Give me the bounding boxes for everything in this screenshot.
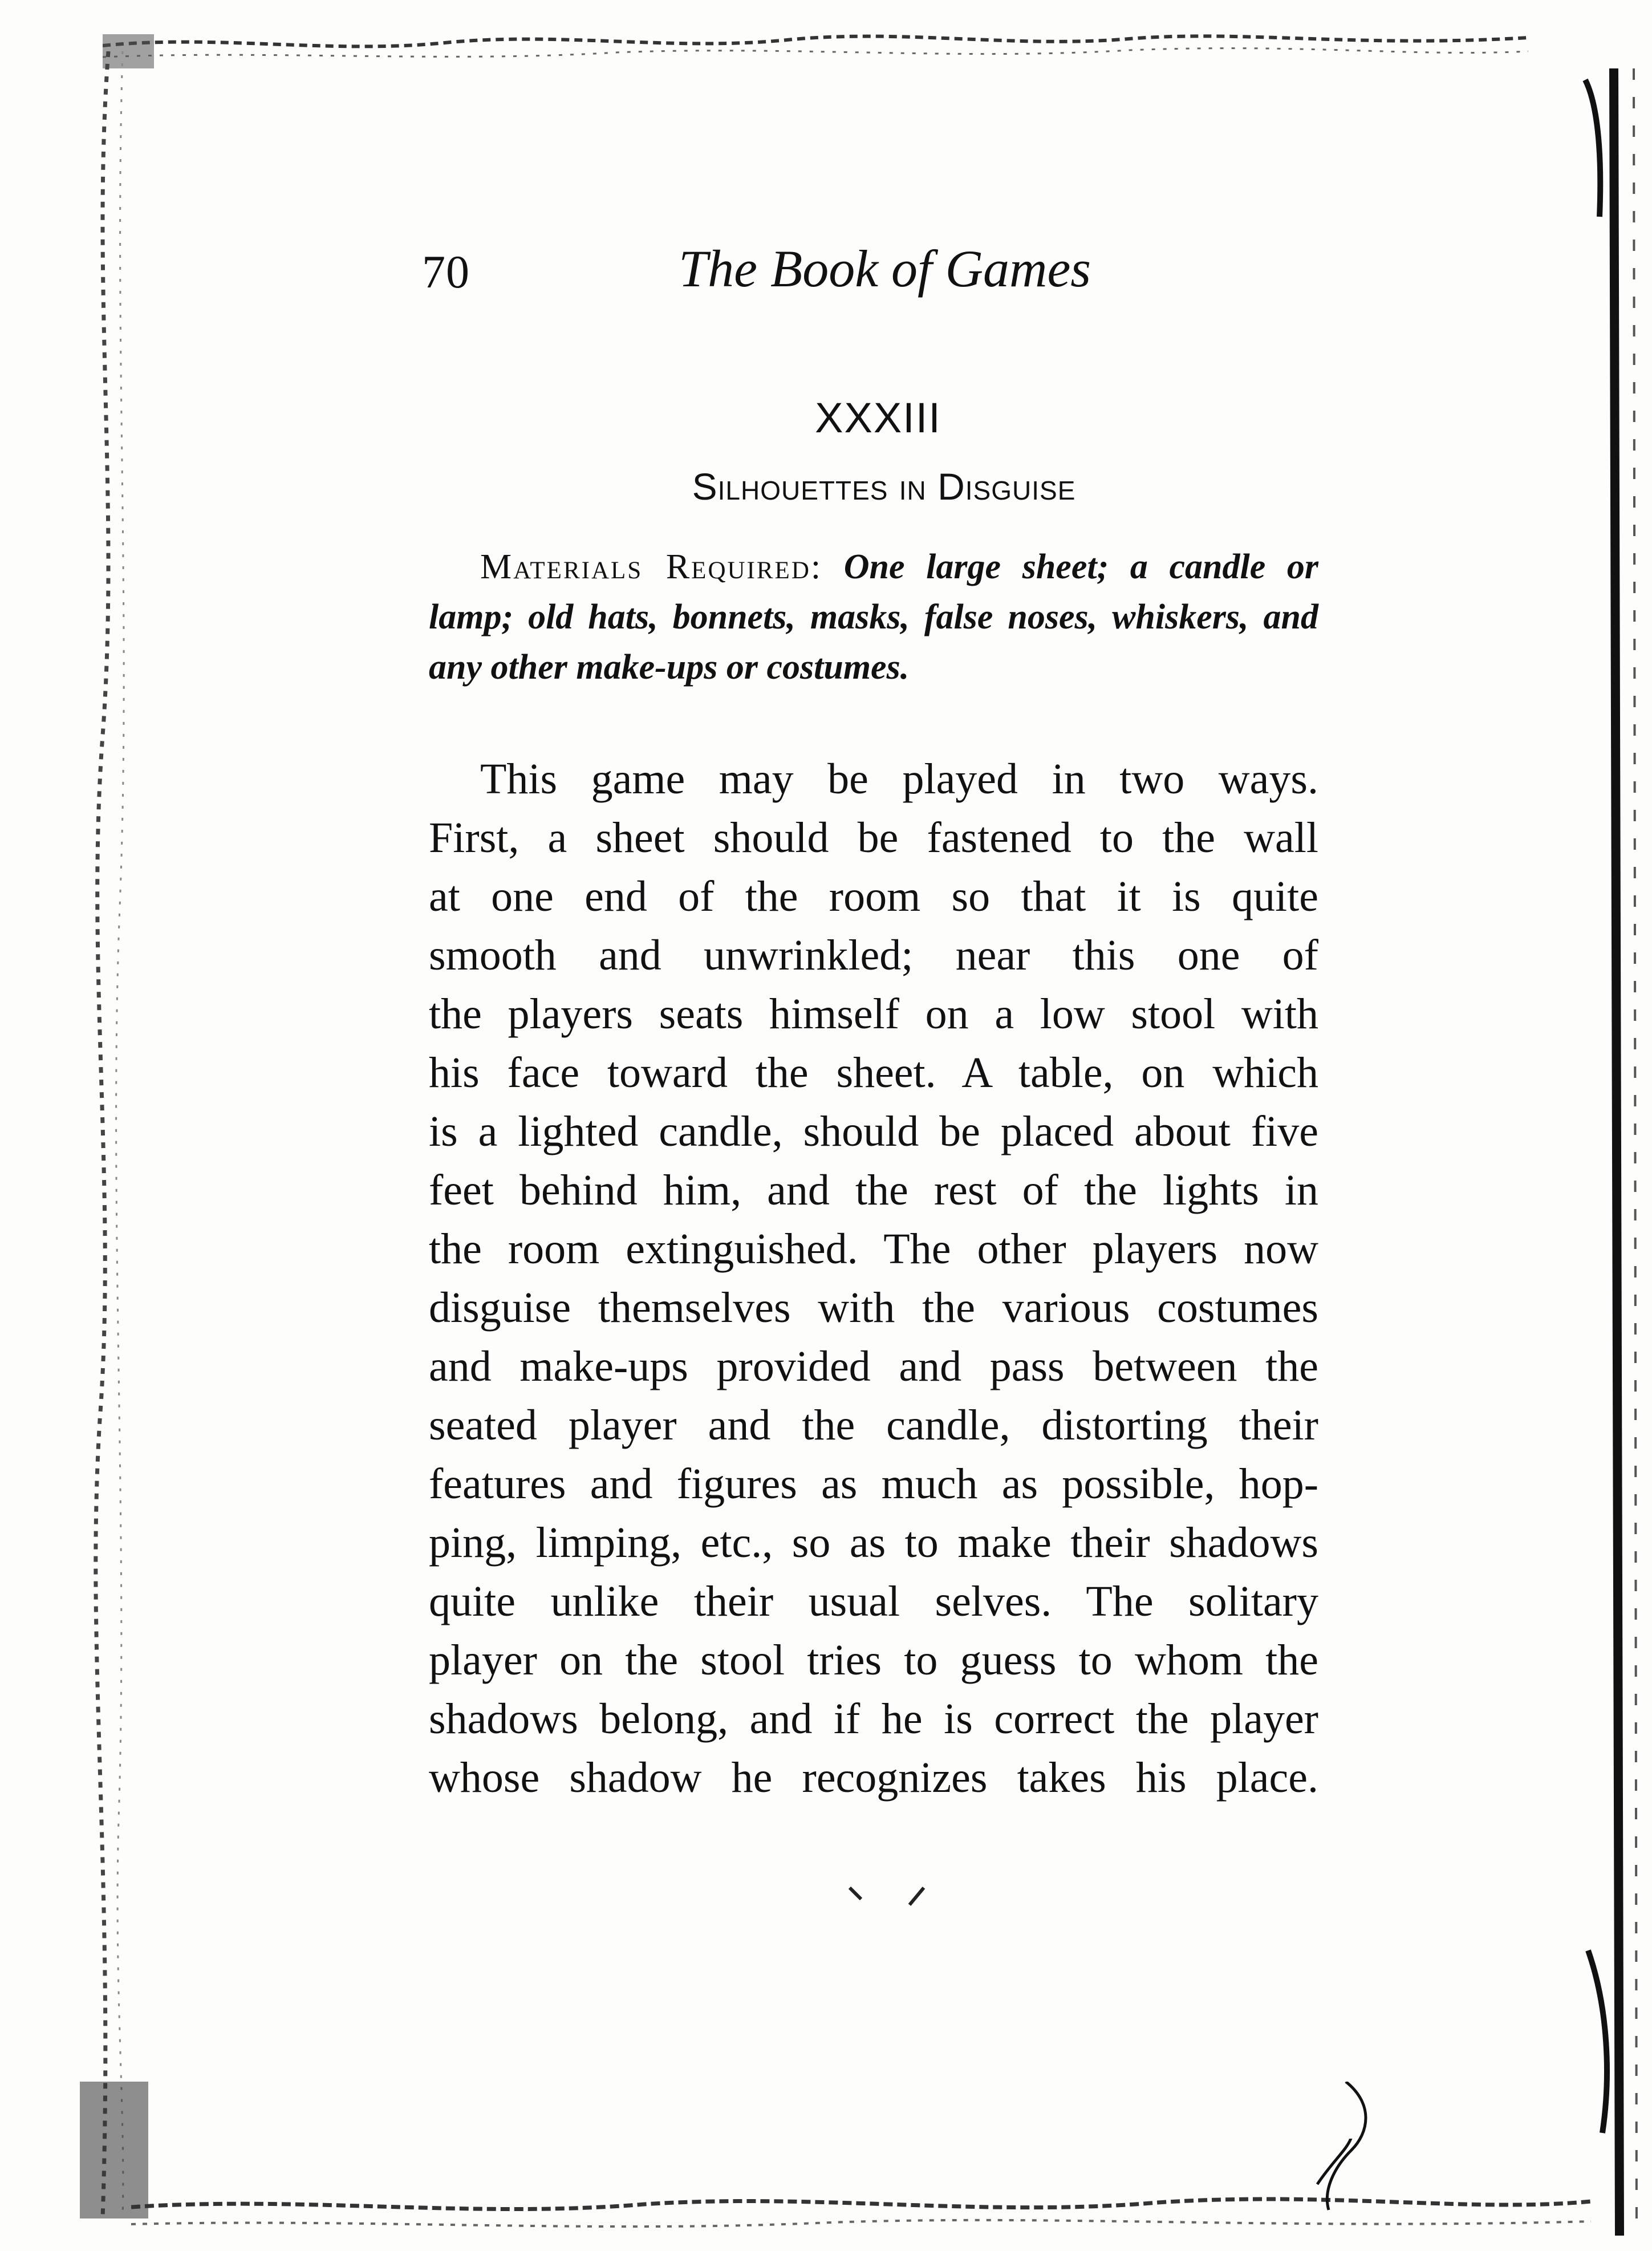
body-paragraph (429, 750, 1318, 1807)
text-line: shadows belong, and if he is correct the player (429, 1695, 1318, 1743)
text-line: whose shadow he recognizes takes his place. (429, 1754, 1318, 1802)
text-line: is a lighted candle, should be placed about five (429, 1108, 1318, 1155)
text-line: the room extinguished. The other players now (429, 1225, 1318, 1273)
text-line: First, a sheet should be fastened to the wall (429, 814, 1318, 862)
scan-scribble (1312, 2082, 1380, 2213)
scan-speck (844, 1882, 935, 1916)
text-line: disguise themselves with the various costumes (429, 1284, 1318, 1332)
text-line: player on the stool tries to guess to whom the (429, 1636, 1318, 1684)
chapter-number: XXXIII (815, 394, 941, 441)
text-line: feet behind him, and the rest of the lights in (429, 1166, 1318, 1214)
book-title: The Book of Games (679, 240, 1091, 298)
page-number: 70 (422, 246, 470, 298)
text-line: quite unlike their usual selves. The solitary (429, 1577, 1318, 1625)
text-line: his face toward the sheet. A table, on which (429, 1049, 1318, 1097)
text-line: features and figures as much as possible, hop- (429, 1460, 1318, 1508)
running-head (422, 234, 1346, 308)
text-line: smooth and unwrinkled; near this one of (429, 931, 1318, 979)
text-line: This game may be played in two ways. (480, 755, 1318, 803)
materials-text: One large sheet; a candle or lamp; old hats, bonnets, masks, false noses, whiskers, and any other make-ups or costumes. (429, 547, 1319, 687)
text-line: ping, limping, etc., so as to make their shadows (429, 1519, 1318, 1567)
chapter-title: Silhouettes in Disguise (692, 465, 1076, 508)
scan-border-left (68, 51, 148, 2218)
text-line: at one end of the room so that it is quite (429, 873, 1318, 920)
scan-border-top (103, 23, 1528, 74)
text-line: the players seats himself on a low stool with (429, 990, 1318, 1038)
materials-label: Materials Required: (480, 547, 823, 586)
scan-border-right (1534, 68, 1648, 2236)
text-line: and make-ups provided and pass between the (429, 1343, 1318, 1390)
materials-paragraph (429, 542, 1318, 692)
text-line: seated player and the candle, distorting their (429, 1401, 1318, 1449)
